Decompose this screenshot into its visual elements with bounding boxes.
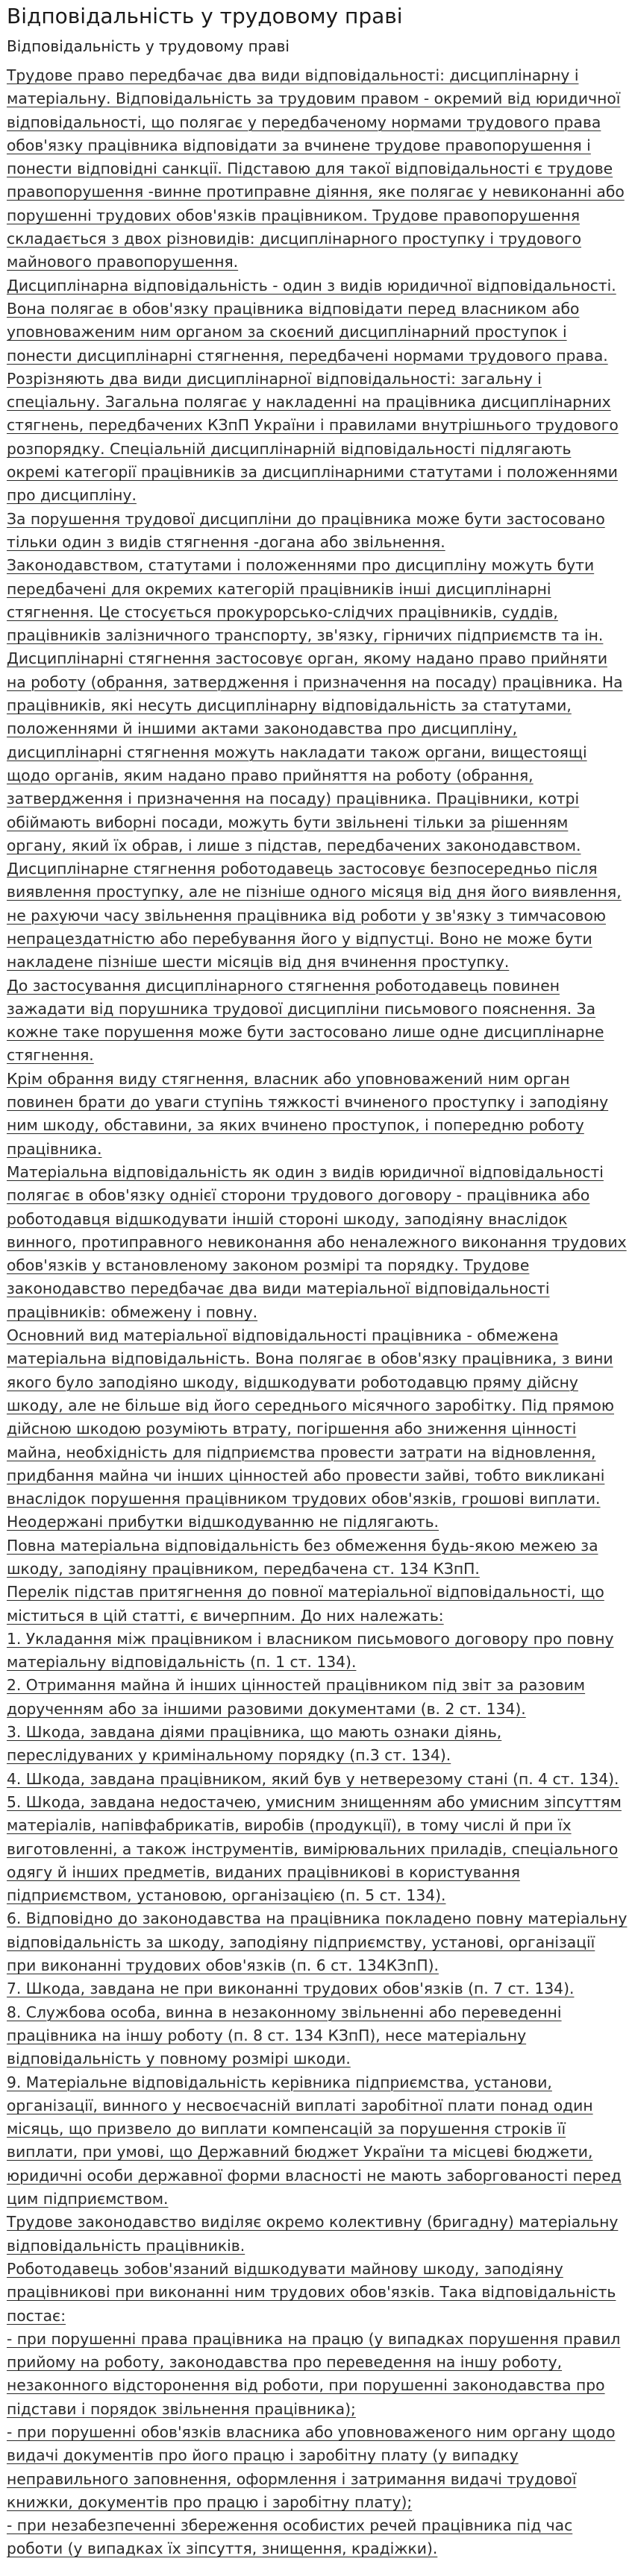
paragraph: 3. Шкода, завдана діями працівника, що мають ознаки діянь, переслідуваних у кримінальному порядку (п.3 ст. 134). — [7, 1723, 502, 1765]
paragraph: До застосування дисциплінарного стягнення роботодавець повинен зажадати від порушника трудової дисципліни письмового пояснення. За кожне таке порушення може бути застосовано лише одне дисциплінарне стягнення. — [7, 976, 604, 1065]
paragraph: 2. Отримання майна й інших цінностей працівником під звіт за разовим дорученням або за іншими разовими документами (в. 2 ст. 134). — [7, 1676, 586, 1718]
paragraph: Крім обрання виду стягнення, власник або уповноважений ним орган повинен брати до уваги ступінь тяжкості вчиненого проступку і заподіяну ним шкоду, обставини, за яких вчинено проступок, і попередню роботу працівника. — [7, 1069, 609, 1158]
paragraph: Дисциплінарні стягнення застосовує орган, якому надано право прийняти на роботу (обрання, затвердження і призначення на посаду) працівника. На працівників, які несуть дисциплінарну відповідальність за статутами, положеннями й іншими актами законодавства про дисципліну, дисциплінарні стягнення можуть накладати також органи, вищестоящі щодо органів, яким надано право прийняття на роботу (обрання, затвердження і призначення на посаду) працівника. Працівники, котрі обіймають виборні посади, можуть бути звільнені тільки за рішенням органу, який їх обрав, і лише з підстав, передбачених законодавством. — [7, 649, 623, 854]
paragraph: Повна матеріальна відповідальність без обмеження будь-якою межею за шкоду, заподіяну працівником, передбачена ст. 134 КЗпП. — [7, 1536, 598, 1578]
article-body — [7, 64, 628, 2561]
paragraph: 1. Укладання між працівником і власником письмового договору про повну матеріальну відповідальність (п. 1 ст. 134). — [7, 1629, 614, 1672]
page-subtitle: Відповідальність у трудовому праві — [7, 37, 290, 55]
paragraph: Трудове законодавство виділяє окремо колективну (бригадну) матеріальну відповідальність працівників. — [7, 2213, 619, 2255]
paragraph: - при незабезпеченні збереження особистих речей працівника під час роботи (у випадках їх зіпсуття, знищення, крадіжки). — [7, 2516, 573, 2558]
paragraph: 8. Службова особа, винна в незаконному звільненні або переведенні працівника на іншу роботу (п. 8 ст. 134 КЗпП), несе матеріальну відповідальність у повному розмірі шкоди. — [7, 2003, 562, 2068]
page-title: Відповідальність у трудовому праві — [7, 4, 403, 28]
paragraph: 7. Шкода, завдана не при виконанні трудових обов'язків (п. 7 ст. 134). — [7, 1980, 575, 1998]
paragraph: 9. Матеріальне відповідальність керівника підприємства, установи, організації, винного у несвоєчасній виплаті заробітної плати понад один місяць, що призвело до виплати компенсацій за порушення строків її виплати, при умові, що Державний бюджет України та місцеві бюджети, юридичні особи державної форми власності не мають заборгованості перед цим підприємством. — [7, 2073, 622, 2208]
paragraph: 5. Шкода, завдана недостачею, умисним знищенням або умисним зіпсуттям матеріалів, напівфабрикатів, виробів (продукції), в тому числі й при їх виготовленні, а також інструментів, вимірювальних приладів, спеціального одягу й інших предметів, виданих працівникові в користування підприємством, установою, організацією (п. 5 ст. 134). — [7, 1792, 622, 1905]
paragraph: Основний вид матеріальної відповідальності працівника - обмежена матеріальна відповідальність. Вона полягає в обов'язку працівника, з вини якого було заподіяно шкоду, відшкодувати роботодавцю пряму дійсну шкоду, але не більше від його середнього місячного заробітку. Під прямою дійсною шкодою розуміють втрату, погіршення або зниження цінності майна, необхідність для підприємства провести затрати на відновлення, придбання майна чи інших цінностей або провести зайві, тобто викликані внаслідок порушення працівником трудових обов'язків, грошові виплати. Неодержані прибутки відшкодуванню не підлягають. — [7, 1326, 614, 1531]
paragraph: Дисциплінарна відповідальність - один з видів юридичної відповідальності. Вона полягає в обов'язку працівника відповідати перед власником або уповноваженим ним органом за скоєний дисциплінарний проступок і понести дисциплінарні стягнення, передбачені нормами трудового права. — [7, 276, 616, 365]
paragraph: 4. Шкода, завдана працівником, який був у нетверезому стані (п. 4 ст. 134). — [7, 1769, 619, 1788]
paragraph: - при порушенні обов'язків власника або уповноваженого ним органу щодо видачі документів про його працю і заробітну плату (у випадку неправильного заповнення, оформлення і затримання видачі трудової книжки, документів про працю і заробітну плату); — [7, 2422, 616, 2511]
paragraph: За порушення трудової дисципліни до працівника може бути застосовано тільки один з видів стягнення -догана або звільнення. — [7, 509, 605, 551]
paragraph: Перелік підстав притягнення до повної матеріальної відповідальності, що міститься в цій статті, є вичерпним. До них належать: — [7, 1583, 604, 1625]
paragraph: Роботодавець зобов'язаний відшкодувати майнову шкоду, заподіяну працівникові при виконанні ним трудових обов'язків. Така відповідальність постає: — [7, 2259, 616, 2325]
paragraph: Дисциплінарне стягнення роботодавець застосовує безпосередньо після виявлення проступку, але не пізніше одного місяця від дня його виявлення, не рахуючи часу звільнення працівника від роботи у зв'язку з тимчасовою непрацездатністю або перебування його у відпустці. Воно не може бути накладене пізніше шести місяців від дня вчинення проступку. — [7, 860, 622, 971]
paragraph: Розрізняють два види дисциплінарної відповідальності: загальну і спеціальну. Загальна полягає у накладенні на працівника дисциплінарних стягнень, передбачених КЗпП України і правилами внутрішнього трудового розпорядку. Спеціальній дисциплінарній відповідальності підлягають окремі категорії працівників за дисциплінарними статутами і положеннями про дисципліну. — [7, 369, 619, 505]
paragraph: 6. Відповідно до законодавства на працівника покладено повну матеріальну відповідальність за шкоду, заподіяну підприємству, установі, організації при виконанні трудових обов'язків (п. 6 ст. 134КЗпП). — [7, 1909, 628, 1975]
paragraph: Матеріальна відповідальність як один з видів юридичної відповідальності полягає в обов'язку однієї сторони трудового договору - працівника або роботодавця відшкодувати іншій стороні шкоду, заподіяну внаслідок винного, протиправного невиконання або неналежного виконання трудових обов'язків у встановленому законом розмірі та порядку. Трудове законодавство передбачає два види матеріальної відповідальності працівників: обмежену і повну. — [7, 1162, 627, 1321]
paragraph: Законодавством, статутами і положеннями про дисципліну можуть бути передбачені для окремих категорій працівників інші дисциплінарні стягнення. Це стосується прокурорсько-слідчих працівників, суддів, працівників залізничного транспорту, зв'язку, гірничих підприємств та ін. — [7, 556, 604, 645]
paragraph: - при порушенні права працівника на працю (у випадках порушення правил прийому на роботу, законодавства про переведення на іншу роботу, незаконного відсторонення від роботи, при порушенні законодавства про підстави і порядок звільнення працівника); — [7, 2329, 621, 2418]
paragraph: Трудове право передбачає два види відповідальності: дисциплінарну і матеріальну. Відповідальність за трудовим правом - окремий від юридичної відповідальності, що полягає у передбаченому нормами трудового права обов'язку працівника відповідати за вчинене трудове правопорушення і понести відповідні санкції. Підставою для такої відповідальності є трудове правопорушення -винне протиправне діяння, яке полягає у невиконанні або порушенні трудових обов'язків працівником. Трудове правопорушення складається з двох різновидів: дисциплінарного проступку і трудового майнового правопорушення. — [7, 66, 625, 271]
